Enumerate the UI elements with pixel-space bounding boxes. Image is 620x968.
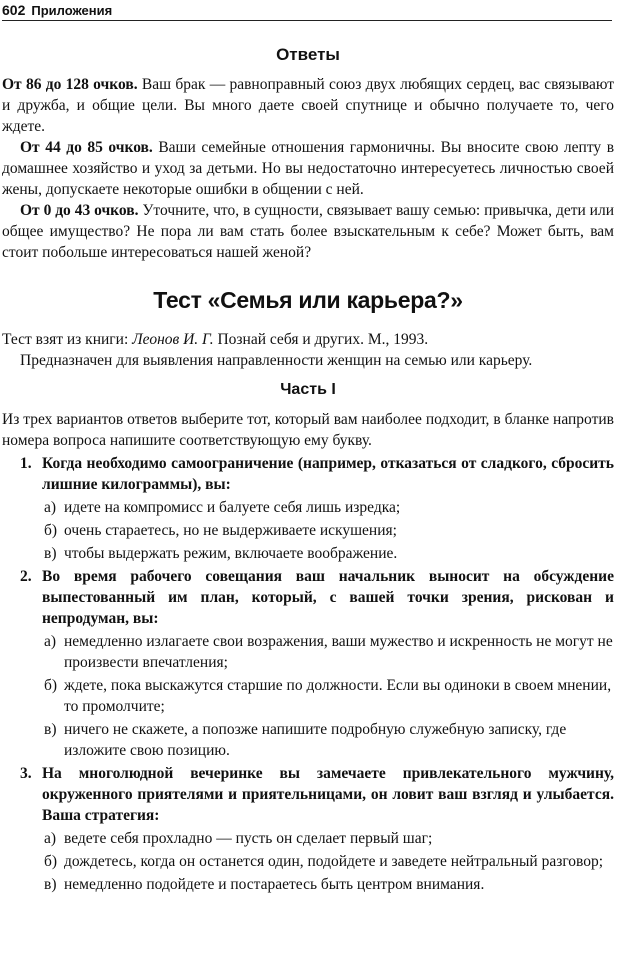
answer-paragraph — [2, 74, 614, 137]
answer-text: Ваши семейные отношения гармоничны. Вы вносите свою лепту в домашнее хозяйство и уход за детьми. Но вы недостаточно интересуетесь личностью своей жены, допускаете некоторые ошибки в общении с ней. — [2, 139, 615, 198]
option-text: немедленно излагаете свои возражения, ваши мужество и искренность не могут не произвести впечатления; — [64, 633, 613, 671]
question-number: 2. — [20, 568, 32, 585]
test-purpose: Предназначен для выявления направленности женщин на семью или карьеру. — [20, 352, 533, 369]
answer-text: Ваш брак — равноправный союз двух любящих сердец, вас связывают и дружба, и общие цели. Вы много даете своей спутнице и обычно получаете то, чего ждете. — [2, 76, 615, 135]
section-name: Приложения — [31, 3, 113, 18]
answer-range: От 44 до 85 очков. — [20, 139, 153, 156]
option-text: дождетесь, когда он останется один, подойдете и заведете нейтральный разговор; — [64, 853, 604, 870]
option-letter: в) — [44, 545, 57, 562]
answer-option — [2, 851, 614, 872]
option-text: немедленно подойдете и постараетесь быть центром внимания. — [64, 876, 485, 893]
instruction: Из трех вариантов ответов выберите тот, который вам наиболее подходит, в бланке напротив номера вопроса напишите соответствующую ему букву. — [2, 411, 614, 449]
option-letter: а) — [44, 830, 57, 847]
page-number: 602 — [2, 2, 26, 18]
option-text: ведете себя прохладно — пусть он сделает первый шаг; — [64, 830, 433, 847]
running-header — [2, 0, 612, 21]
option-letter: а) — [44, 499, 57, 516]
option-text: идете на компромисс и балуете себя лишь изредка; — [64, 499, 401, 516]
question — [2, 566, 614, 629]
question-text: Когда необходимо самоограничение (например, отказаться от сладкого, сбросить лишние килограммы), вы: — [42, 455, 614, 493]
question-number: 3. — [20, 765, 32, 782]
answer-range: От 86 до 128 очков. — [2, 76, 138, 93]
question-text: Во время рабочего совещания ваш начальник выносит на обсуждение выпестованный им план, который, с вашей точки зрения, рискован и непродуман, вы: — [42, 568, 614, 627]
answer-option — [2, 828, 614, 849]
option-letter: б) — [44, 853, 58, 870]
answer-paragraph — [2, 200, 614, 263]
test-title: Тест «Семья или карьера?» — [153, 287, 463, 313]
question — [2, 763, 614, 826]
page-content — [2, 44, 614, 895]
option-letter: в) — [44, 876, 57, 893]
answer-option — [2, 543, 614, 564]
answer-text: Уточните, что, в сущности, связывает вашу семью: привычка, дети или общее имущество? Не пора ли вам стать более взыскательным к себе? Может быть, вам стоит побольше интересоваться нашей женой? — [2, 202, 615, 261]
source-rest: Познай себя и других. М., 1993. — [217, 331, 429, 348]
answer-option — [2, 497, 614, 518]
answer-range: От 0 до 43 очков. — [20, 202, 139, 219]
option-letter: а) — [44, 633, 57, 650]
source-prefix: Тест взят из книги: — [2, 331, 129, 348]
option-letter: в) — [44, 721, 57, 738]
question — [2, 453, 614, 495]
answer-option — [2, 874, 614, 895]
answer-option — [2, 520, 614, 541]
source-author: Леонов И. Г. — [132, 331, 214, 348]
option-text: чтобы выдержать режим, включаете воображение. — [64, 545, 398, 562]
test-source — [2, 329, 614, 350]
option-letter: б) — [44, 522, 58, 539]
answer-option — [2, 719, 614, 761]
answers-title: Ответы — [276, 45, 340, 64]
question-number: 1. — [20, 455, 32, 472]
question-text: На многолюдной вечеринке вы замечаете привлекательного мужчину, окруженного приятелями и приятельницами, он ловит ваш взгляд и улыбается. Ваша стратегия: — [42, 765, 614, 824]
answer-option — [2, 675, 614, 717]
option-text: ничего не скажете, а попозже напишите подробную служебную записку, где изложите свою позицию. — [64, 721, 567, 759]
option-text: очень стараетесь, но не выдерживаете искушения; — [64, 522, 397, 539]
answer-paragraph — [2, 137, 614, 200]
part-title: Часть I — [280, 381, 336, 398]
answer-option — [2, 631, 614, 673]
option-letter: б) — [44, 677, 58, 694]
option-text: ждете, пока выскажутся старшие по должности. Если вы одиноки в своем мнении, то промолчите; — [64, 677, 612, 715]
